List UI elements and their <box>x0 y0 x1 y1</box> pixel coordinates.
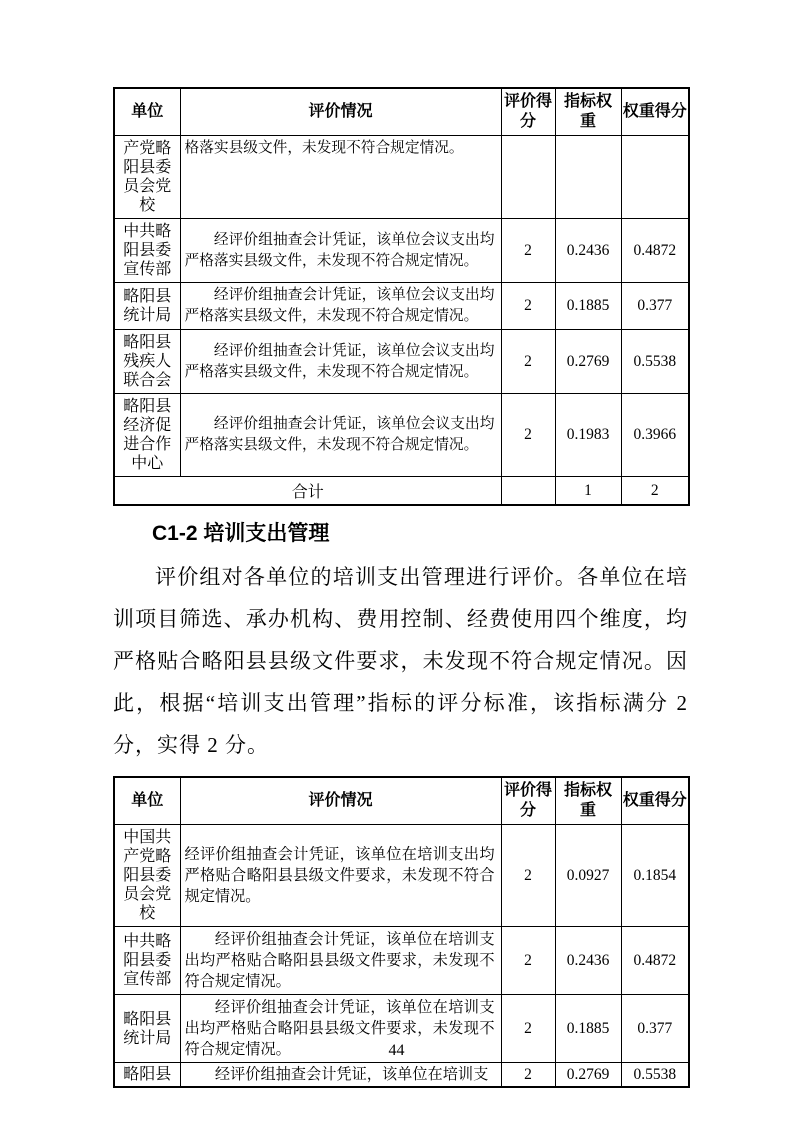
weighted-score-cell: 0.4872 <box>621 219 689 283</box>
weight-cell: 0.1885 <box>555 283 621 330</box>
score-cell: 2 <box>501 927 555 995</box>
weight-cell: 0.2436 <box>555 219 621 283</box>
page-number: 44 <box>388 1042 405 1059</box>
unit-cell: 略阳县残疾人联合会 <box>114 330 180 394</box>
weight-cell: 0.1885 <box>555 995 621 1063</box>
column-header: 单位 <box>114 777 180 825</box>
score-cell <box>501 136 555 219</box>
section-paragraph: 评价组对各单位的培训支出管理进行评价。各单位在培训项目筛选、承办机构、费用控制、经费使用四个维度，均严格贴合略阳县县级文件要求，未发现不符合规定情况。因此，根据“培训支出管理”指标的评分标准，该指标满分 2 分，实得 2 分。 <box>113 565 688 757</box>
evaluation-cell: 经评价组抽查会计凭证，该单位会议支出均严格落实县级文件，未发现不符合规定情况。 <box>180 283 501 330</box>
weighted-score-cell: 0.377 <box>621 283 689 330</box>
column-header: 指标权重 <box>555 88 621 136</box>
score-cell: 2 <box>501 330 555 394</box>
score-cell: 2 <box>501 219 555 283</box>
weighted-score-cell <box>621 136 689 219</box>
evaluation-cell: 经评价组抽查会计凭证，该单位在培训支出均严格贴合略阳县县级文件要求，未发现不符合规定情况。 <box>180 927 501 995</box>
score-cell: 2 <box>501 283 555 330</box>
weighted-score-cell: 0.5538 <box>621 1063 689 1088</box>
header-row <box>114 777 689 825</box>
column-header: 评价得分 <box>501 777 555 825</box>
unit-cell: 中共略阳县委宣传部 <box>114 927 180 995</box>
total-row <box>114 477 689 506</box>
unit-cell: 产党略阳县委员会党校 <box>114 136 180 219</box>
weight-cell: 0.2436 <box>555 927 621 995</box>
table-row <box>114 394 689 477</box>
evaluation-cell: 经评价组抽查会计凭证，该单位在培训支 <box>180 1063 501 1088</box>
column-header: 指标权重 <box>555 777 621 825</box>
unit-cell: 中共略阳县委宣传部 <box>114 219 180 283</box>
table-row <box>114 927 689 995</box>
column-header: 评价得分 <box>501 88 555 136</box>
column-header: 权重得分 <box>621 777 689 825</box>
header-row <box>114 88 689 136</box>
evaluation-cell: 经评价组抽查会计凭证，该单位会议支出均严格落实县级文件，未发现不符合规定情况。 <box>180 394 501 477</box>
unit-cell: 中国共产党略阳县委员会党校 <box>114 825 180 927</box>
unit-cell: 略阳县经济促进合作中心 <box>114 394 180 477</box>
weight-cell: 0.2769 <box>555 330 621 394</box>
column-header: 评价情况 <box>180 777 501 825</box>
column-header: 权重得分 <box>621 88 689 136</box>
evaluation-cell: 格落实县级文件，未发现不符合规定情况。 <box>180 136 501 219</box>
table-row <box>114 219 689 283</box>
section-heading: C1-2 培训支出管理 <box>152 522 330 545</box>
total-weighted-score-cell: 2 <box>621 477 689 506</box>
weighted-score-cell: 0.5538 <box>621 330 689 394</box>
weight-cell: 0.1983 <box>555 394 621 477</box>
table-row <box>114 825 689 927</box>
table-row <box>114 1063 689 1088</box>
weighted-score-cell: 0.1854 <box>621 825 689 927</box>
evaluation-cell: 经评价组抽查会计凭证，该单位会议支出均严格落实县级文件，未发现不符合规定情况。 <box>180 219 501 283</box>
evaluation-cell: 经评价组抽查会计凭证，该单位在培训支出均严格贴合略阳县县级文件要求，未发现不符合规定情况。 <box>180 825 501 927</box>
table-row <box>114 136 689 219</box>
evaluation-cell: 经评价组抽查会计凭证，该单位会议支出均严格落实县级文件，未发现不符合规定情况。 <box>180 330 501 394</box>
weight-cell <box>555 136 621 219</box>
weighted-score-cell: 0.3966 <box>621 394 689 477</box>
evaluation-cell: 经评价组抽查会计凭证，该单位在培训支出均严格贴合略阳县县级文件要求，未发现不符合规定情况。 <box>180 995 501 1063</box>
score-cell: 2 <box>501 825 555 927</box>
weighted-score-cell: 0.4872 <box>621 927 689 995</box>
score-cell: 2 <box>501 1063 555 1088</box>
table-row <box>114 283 689 330</box>
total-weight-cell: 1 <box>555 477 621 506</box>
weight-cell: 0.2769 <box>555 1063 621 1088</box>
unit-cell: 略阳县 <box>114 1063 180 1088</box>
table-row <box>114 330 689 394</box>
total-label-cell: 合计 <box>114 477 501 506</box>
unit-cell: 略阳县统计局 <box>114 283 180 330</box>
unit-cell: 略阳县统计局 <box>114 995 180 1063</box>
column-header: 评价情况 <box>180 88 501 136</box>
weighted-score-cell: 0.377 <box>621 995 689 1063</box>
score-cell: 2 <box>501 995 555 1063</box>
meeting-expense-evaluation-table <box>113 87 690 506</box>
total-score-cell <box>501 477 555 506</box>
column-header: 单位 <box>114 88 180 136</box>
weight-cell: 0.0927 <box>555 825 621 927</box>
score-cell: 2 <box>501 394 555 477</box>
